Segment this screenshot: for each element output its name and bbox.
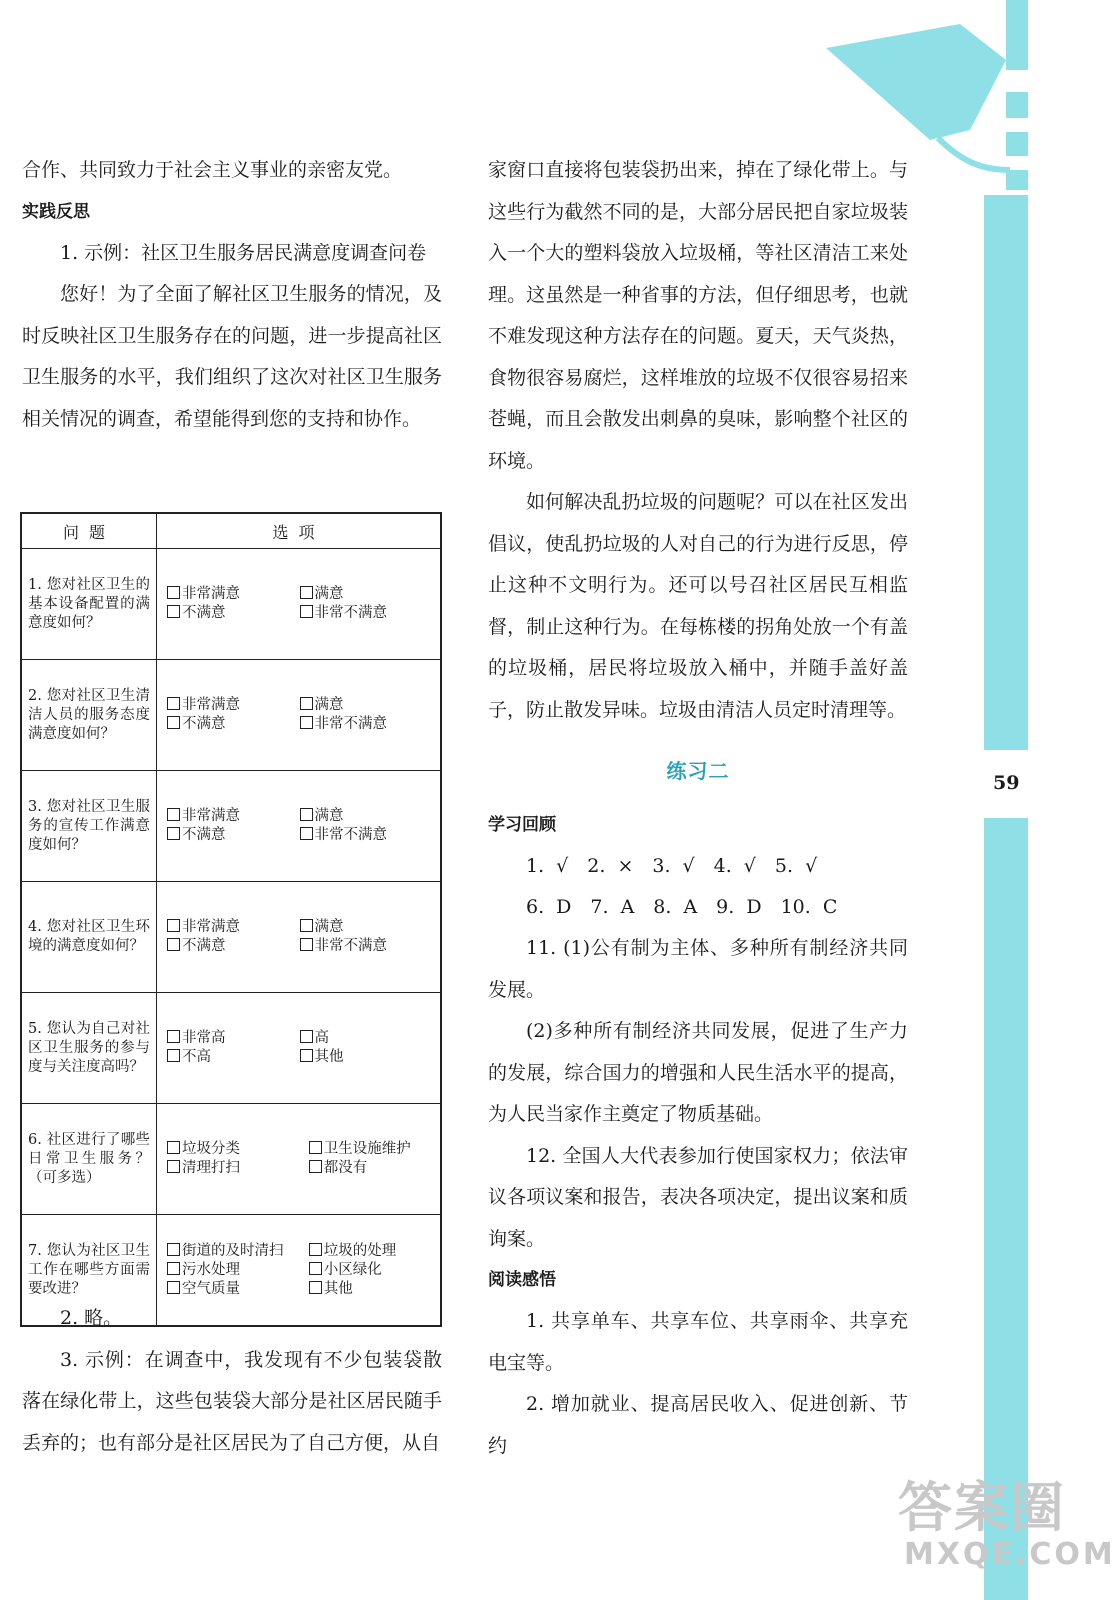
heading-reading: 阅读感悟 [488,1270,556,1290]
margin-bar-4 [1006,170,1028,190]
margin-bar-3 [1006,132,1028,156]
checkbox-icon [167,1160,180,1173]
question-cell: 4. 您对社区卫生环境的满意度如何？ [21,882,157,993]
reading-answer-2: 2. 增加就业、提高居民收入、促进创新、节约 [488,1393,908,1457]
checkbox-icon [300,1049,313,1062]
option: 满意 [300,696,433,715]
question-cell: 3. 您对社区卫生服务的宣传工作满意度如何？ [21,771,157,882]
checkbox-icon [300,938,313,951]
options-cell [157,882,442,993]
option: 非常满意 [167,807,300,826]
answer-12: 12. 全国人大代表参加行使国家权力；依法审议各项议案和报告，表决各项决定，提出议案和质询案。 [488,1144,908,1250]
option: 卫生设施维护 [309,1140,432,1159]
option: 垃圾的处理 [309,1242,432,1261]
checkbox-icon [167,1030,180,1043]
answer-11-1: 11. (1)公有制为主体、多种所有制经济共同发展。 [488,937,908,1001]
checkbox-icon [167,808,180,821]
answers-row-1: 1. √ 2. × 3. √ 4. √ 5. √ [526,855,818,877]
option: 非常满意 [167,918,300,937]
options-cell [157,993,442,1104]
table-row [21,993,441,1104]
option: 非常不满意 [300,604,433,623]
option: 非常不满意 [300,715,433,734]
checkbox-icon [300,808,313,821]
table-header-row [21,513,441,549]
answer-11-2: (2)多种所有制经济共同发展，促进了生产力的发展，综合国力的增强和人民生活水平的提高，为人民当家作主奠定了物质基础。 [488,1020,908,1125]
left-column-bottom [22,1298,442,1464]
checkbox-icon [309,1281,322,1294]
option: 满意 [300,807,433,826]
option: 其他 [300,1048,433,1067]
option: 不满意 [167,826,300,845]
options-cell [157,549,442,660]
checkbox-icon [167,919,180,932]
item-3: 3. 示例：在调查中，我发现有不少包装袋散落在绿化带上，这些包装袋大部分是社区居民随手丢弃的；也有部分是社区居民为了自己方便，从自 [22,1348,442,1454]
checkbox-icon [309,1160,322,1173]
checkbox-icon [300,697,313,710]
checkbox-icon [167,827,180,840]
header-question: 问题 [21,513,157,549]
checkbox-icon [309,1262,322,1275]
table-row [21,771,441,882]
heading-practice: 实践反思 [22,201,90,222]
checkbox-icon [300,919,313,932]
watermark [898,1478,1116,1572]
watermark-logo: 答案圈 [898,1476,1066,1539]
option: 高 [300,1029,433,1048]
checkbox-icon [167,938,180,951]
kite-decoration [820,20,1020,170]
option: 满意 [300,918,433,937]
item-1: 1. 示例：社区卫生服务居民满意度调查问卷 [60,241,427,264]
checkbox-icon [167,586,180,599]
checkbox-icon [300,1030,313,1043]
option: 街道的及时清扫 [167,1242,309,1261]
table-row [21,882,441,993]
option: 非常满意 [167,585,300,604]
checkbox-icon [309,1141,322,1154]
table-row [21,660,441,771]
paragraph-top: 合作、共同致力于社会主义事业的亲密友党。 [22,159,403,181]
checkbox-icon [300,716,313,729]
checkbox-icon [167,1141,180,1154]
table-row [21,1104,441,1215]
checkbox-icon [167,1049,180,1062]
margin-bar-2 [1006,92,1028,118]
checkbox-icon [167,716,180,729]
page-number: 59 [993,772,1020,794]
option: 不高 [167,1048,300,1067]
right-column [488,150,908,1467]
item-2: 2. 略。 [60,1307,123,1329]
option: 非常满意 [167,696,300,715]
survey-intro: 您好！为了全面了解社区卫生服务的情况，及时反映社区卫生服务存在的问题，进一步提高社区卫生服务的水平，我们组织了这次对社区卫生服务相关情况的调查，希望能得到您的支持和协作。 [22,283,442,430]
option: 非常不满意 [300,937,433,956]
section-title: 练习二 [666,759,730,783]
answers-row-2: 6. D 7. A 8. A 9. D 10. C [526,896,838,918]
left-column [22,150,442,440]
options-cell [157,1104,442,1215]
option: 空气质量 [167,1280,309,1299]
heading-review: 学习回顾 [488,815,556,835]
option: 不满意 [167,937,300,956]
margin-stripe-upper [984,195,1028,750]
margin-bar-1 [1006,0,1028,70]
question-cell: 5. 您认为自己对社区卫生服务的参与度与关注度高吗？ [21,993,157,1104]
checkbox-icon [167,697,180,710]
checkbox-icon [300,586,313,599]
option: 非常不满意 [300,826,433,845]
reading-answer-1: 1. 共享单车、共享车位、共享雨伞、共享充电宝等。 [488,1310,908,1374]
options-cell [157,660,442,771]
option: 其他 [309,1280,432,1299]
question-cell: 1. 您对社区卫生的基本设备配置的满意度如何？ [21,549,157,660]
question-cell: 6. 社区进行了哪些日常卫生服务？（可多选） [21,1104,157,1215]
checkbox-icon [167,605,180,618]
checkbox-icon [167,1281,180,1294]
question-cell: 2. 您对社区卫生清洁人员的服务态度满意度如何？ [21,660,157,771]
question-cell: 7. 您认为社区卫生工作在哪些方面需要改进？ [21,1215,157,1327]
option: 污水处理 [167,1261,309,1280]
survey-table [20,512,442,1327]
option: 都没有 [309,1159,432,1178]
watermark-url: MXQE.COM [904,1537,1116,1572]
option: 清理打扫 [167,1159,309,1178]
table-row [21,549,441,660]
option: 垃圾分类 [167,1140,309,1159]
option: 非常高 [167,1029,300,1048]
checkbox-icon [167,1262,180,1275]
option: 满意 [300,585,433,604]
option: 不满意 [167,715,300,734]
solution-paragraph: 如何解决乱扔垃圾的问题呢？可以在社区发出倡议，使乱扔垃圾的人对自己的行为进行反思，停止这种不文明行为。还可以号召社区居民互相监督，制止这种行为。在每栋楼的拐角处放一个有盖的垃圾桶，居民将垃圾放入桶中，并随手盖好盖子，防止散发异味。垃圾由清洁人员定时清理等。 [488,491,908,721]
options-cell [157,771,442,882]
header-options: 选项 [157,513,442,549]
checkbox-icon [309,1243,322,1256]
checkbox-icon [167,1243,180,1256]
option: 不满意 [167,604,300,623]
checkbox-icon [300,827,313,840]
checkbox-icon [300,605,313,618]
continuation-paragraph: 家窗口直接将包装袋扔出来，掉在了绿化带上。与这些行为截然不同的是，大部分居民把自家垃圾装入一个大的塑料袋放入垃圾桶，等社区清洁工来处理。这虽然是一种省事的方法，但仔细思考，也就不难发现这种方法存在的问题。夏天，天气炎热，食物很容易腐烂，这样堆放的垃圾不仅很容易招来苍蝇，而且会散发出刺鼻的臭味，影响整个社区的环境。 [488,159,908,472]
option: 小区绿化 [309,1261,432,1280]
